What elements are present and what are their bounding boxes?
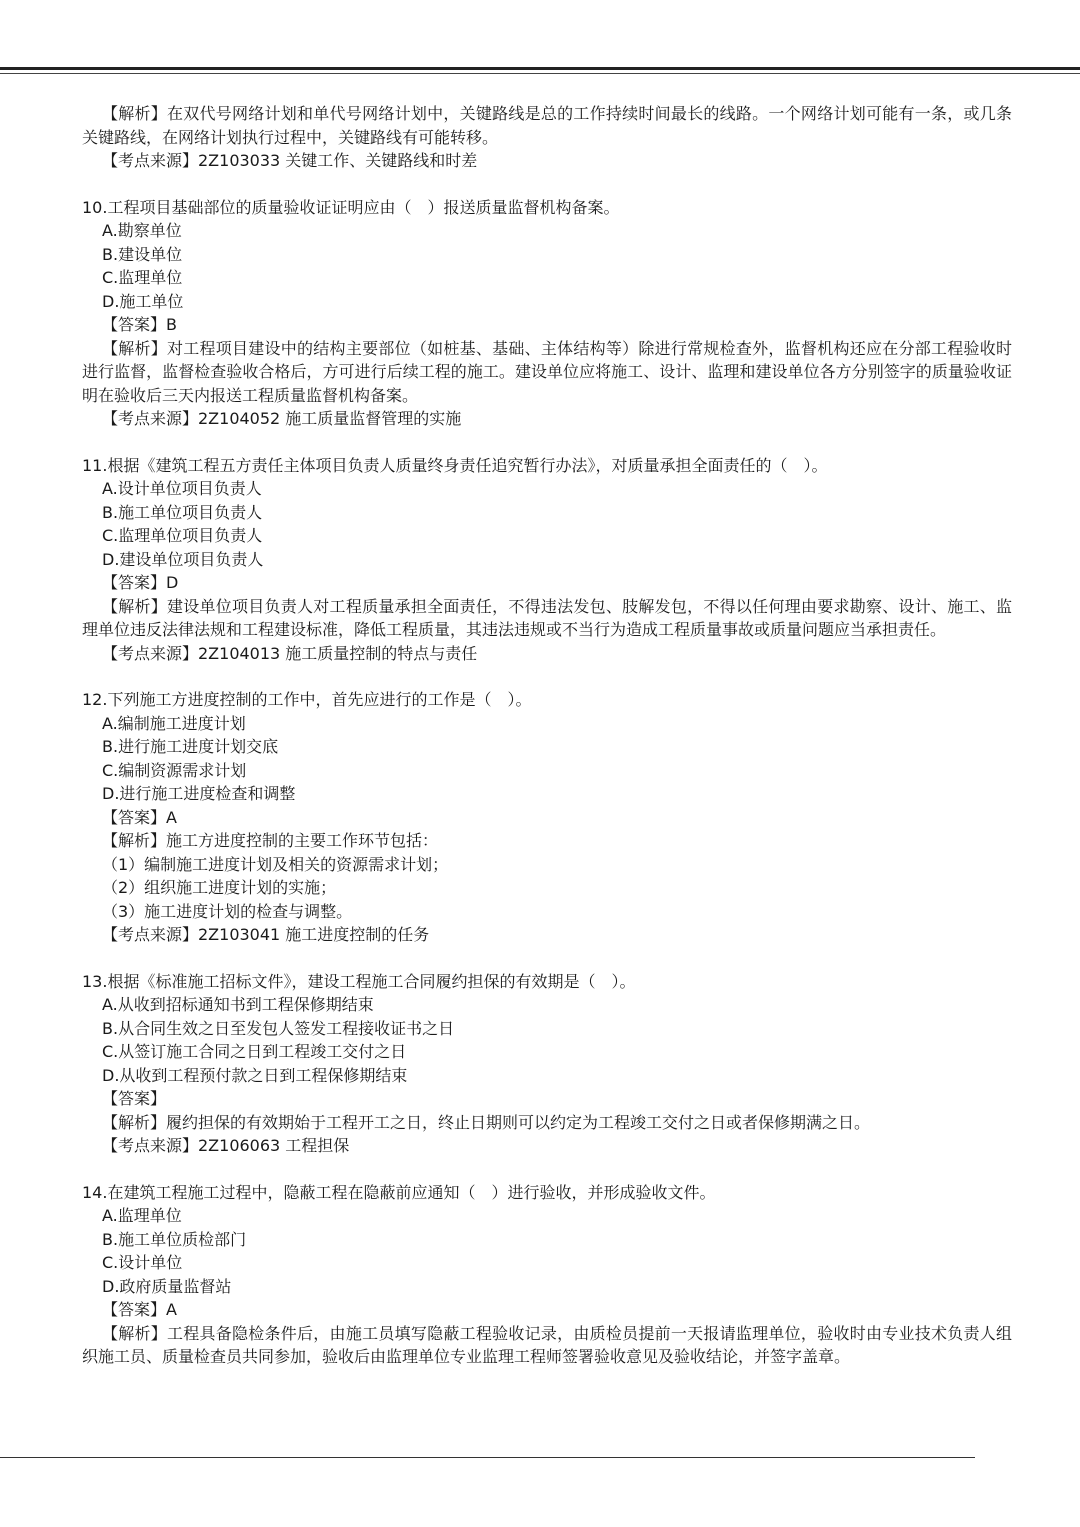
question-13 [82,970,1012,1158]
option-a: A.从收到招标通知书到工程保修期结束 [102,995,374,1014]
header-rule-thin [0,73,1080,74]
option-b: B.建设单位 [102,244,183,264]
source-text: 【考点来源】2Z104052 施工质量监督管理的实施 [102,409,462,428]
question-14 [82,1181,1012,1369]
footer-rule [0,1457,975,1458]
answer-text: 【答案】A [102,807,177,827]
option-d: D.施工单位 [102,291,184,311]
answer-text: 【答案】 [102,1089,167,1108]
option-a: A.监理单位 [102,1206,182,1225]
option-a: A.设计单位项目负责人 [102,479,262,498]
analysis-text: 【解析】在双代号网络计划和单代号网络计划中，关键路线是总的工作持续时间最长的线路。一个网络计划可能有一条，或几条关键路线，在网络计划执行过程中，关键路线有可能转移。 [82,104,1012,147]
option-b: B.施工单位项目负责人 [102,502,263,522]
page-cutoff [0,1432,1080,1456]
option-c: C.编制资源需求计划 [102,760,247,780]
analysis-list-item: （3）施工进度计划的检查与调整。 [102,901,353,921]
question-11 [82,454,1012,666]
option-d: D.建设单位项目负责人 [102,549,264,569]
question-12 [82,688,1012,947]
analysis-text: 【解析】工程具备隐检条件后，由施工员填写隐蔽工程验收记录，由质检员提前一天报请监理单位，验收时由专业技术负责人组织施工员、质量检查员共同参加，验收后由监理单位专业监理工程师签署验收意见及验收结论，并签字盖章。 [82,1323,1012,1366]
question-stem: 13.根据《标准施工招标文件》，建设工程施工合同履约担保的有效期是（ ）。 [82,971,636,991]
question-10 [82,196,1012,431]
question-stem: 10.工程项目基础部位的质量验收证证明应由（ ）报送质量监督机构备案。 [82,197,620,217]
question-stem: 12.下列施工方进度控制的工作中，首先应进行的工作是（ ）。 [82,690,532,709]
option-b: B.施工单位质检部门 [102,1229,247,1249]
option-b: B.从合同生效之日至发包人签发工程接收证书之日 [102,1018,455,1038]
option-d: D.政府质量监督站 [102,1276,232,1296]
document-body [82,102,1012,1392]
source-text: 【考点来源】2Z104013 施工质量控制的特点与责任 [102,643,478,663]
analysis-text: 【解析】施工方进度控制的主要工作环节包括： [102,831,439,850]
header-rule [0,67,1080,70]
option-d: D.从收到工程预付款之日到工程保修期结束 [102,1065,408,1085]
answer-text: 【答案】D [102,573,179,592]
option-c: C.监理单位 [102,268,183,287]
question-stem: 11.根据《建筑工程五方责任主体项目负责人质量终身责任追究暂行办法》，对质量承担全面责任的（ ）。 [82,455,828,475]
analysis-text: 【解析】建设单位项目负责人对工程质量承担全面责任，不得违法发包、肢解发包，不得以任何理由要求勘察、设计、施工、监理单位违反法律法规和工程建设标准，降低工程质量，其违法违规或不当行为造成工程质量事故或质量问题应当承担责任。 [82,596,1012,639]
option-c: C.监理单位项目负责人 [102,526,263,545]
option-d: D.进行施工进度检查和调整 [102,784,296,803]
analysis-list-item: （2）组织施工进度计划的实施； [102,878,337,897]
option-b: B.进行施工进度计划交底 [102,737,279,756]
answer-text: 【答案】B [102,315,177,334]
question-stem: 14.在建筑工程施工过程中，隐蔽工程在隐蔽前应通知（ ）进行验收，并形成验收文件。 [82,1182,716,1202]
source-text: 【考点来源】2Z103033 关键工作、关键路线和时差 [102,151,478,170]
intro-block [82,102,1012,173]
analysis-text: 【解析】履约担保的有效期始于工程开工之日，终止日期则可以约定为工程竣工交付之日或者保修期满之日。 [102,1112,871,1132]
source-text: 【考点来源】2Z103041 施工进度控制的任务 [102,925,430,944]
option-a: A.编制施工进度计划 [102,713,246,733]
answer-text: 【答案】A [102,1300,177,1319]
option-a: A.勘察单位 [102,221,182,240]
option-c: C.设计单位 [102,1253,183,1272]
source-text: 【考点来源】2Z106063 工程担保 [102,1136,350,1155]
analysis-text: 【解析】对工程项目建设中的结构主要部位（如桩基、基础、主体结构等）除进行常规检查外，监督机构还应在分部工程验收时进行监督，监督检查验收合格后，方可进行后续工程的施工。建设单位应将施工、设计、监理和建设单位各方分别签字的质量验收证明在验收后三天内报送工程质量监督机构备案。 [82,338,1012,405]
option-c: C.从签订施工合同之日到工程竣工交付之日 [102,1042,407,1061]
analysis-list-item: （1）编制施工进度计划及相关的资源需求计划； [102,854,449,874]
